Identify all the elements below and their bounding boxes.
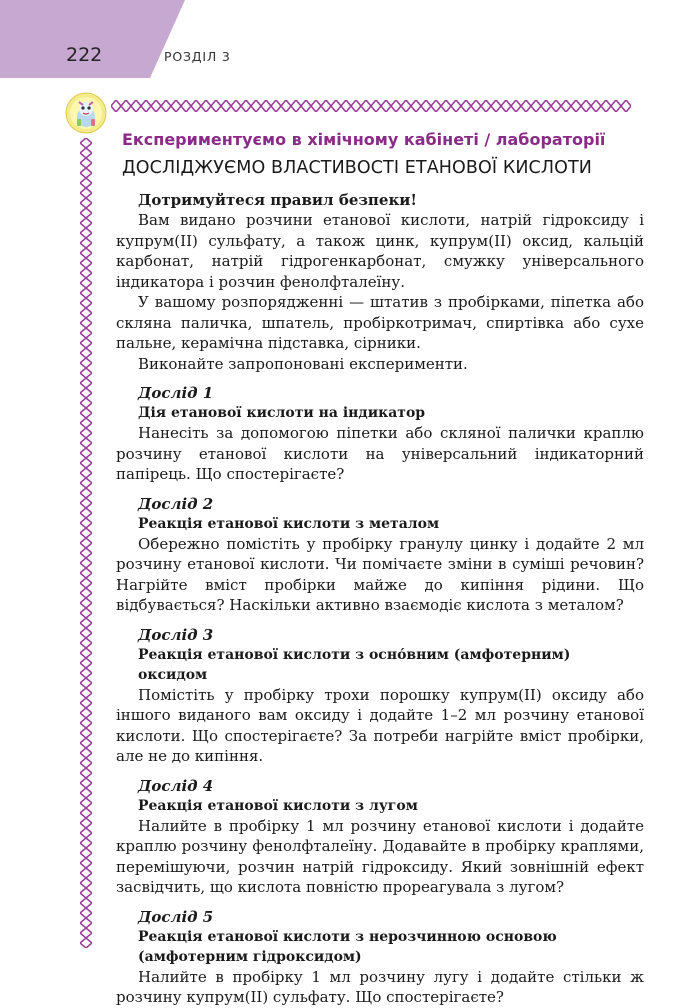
intro-paragraph: Вам видано розчини етанової кислоти, натрій гідроксиду і купрум(ІІ) сульфату, а також цинк, купрум(ІІ) оксид, кальцій карбонат, натрій гідрогенкарбонат, смужку універсального індикатора і розчин фенолфталеїну. [116, 211, 644, 291]
intro-paragraph: Виконайте запропоновані експерименти. [138, 354, 468, 373]
experiment-title: Реакція етанової кислоти з нерозчинною основою (амфотерним гідроксидом) [138, 928, 557, 965]
page-content [116, 122, 644, 1008]
experiment-label: Дослід 5 [138, 907, 214, 926]
experiment-5 [116, 907, 644, 1008]
lab-mascot-icon [65, 92, 107, 134]
experiment-text: Нанесіть за допомогою піпетки або скляної палички краплю розчину етанової кислоти на універсальний індикаторний папірець. Що спостерігаєте? [116, 424, 644, 483]
experiment-label: Дослід 3 [138, 625, 214, 644]
experiment-4 [116, 776, 644, 898]
experiment-title: Реакція етанової кислоти з лугом [138, 797, 418, 814]
experiment-text: Помістіть у пробірку трохи порошку купрум(ІІ) оксиду або іншого виданого вам оксиду і додайте 1–2 мл розчину етанової кислоти. Що спостерігаєте? За потреби нагрійте вміст пробірки, але не до кипіння. [116, 685, 644, 765]
experiment-title: Дія етанової кислоти на індикатор [138, 405, 426, 421]
lab-section-title: Експериментуємо в хімічному кабінеті / лабораторії [122, 130, 606, 149]
intro-block [116, 190, 644, 374]
experiment-2 [116, 494, 644, 616]
intro-paragraph: У вашому розпорядженні — штатив з пробірками, піпетка або скляна паличка, шпатель, пробіркотримач, спиртівка або сухе пальне, керамічна підставка, сірники. [116, 293, 644, 352]
experiment-label: Дослід 4 [138, 776, 214, 795]
experiment-label: Дослід 2 [138, 494, 214, 513]
experiment-title: Реакція етанової кислоти з осно́вним (амфотерним) оксидом [138, 646, 571, 683]
experiment-label: Дослід 1 [138, 384, 214, 402]
experiment-3 [116, 625, 644, 767]
experiment-text: Обережно помістіть у пробірку гранулу цинку і додайте 2 мл розчину етанової кислоти. Чи помічаєте зміни в суміші речовин? Нагрійте вміст пробірки майже до кипіння рідини. Що відбувається? Наскільки активно взаємодіє кислота з металом? [116, 534, 644, 614]
page-number: 222 [66, 44, 103, 66]
experiment-text: Налийте в пробірку 1 мл розчину лугу і додайте стільки ж розчину купрум(ІІ) сульфату. Що спостерігаєте? [116, 967, 644, 1006]
experiment-1 [116, 383, 644, 485]
safety-heading: Дотримуйтеся правил безпеки! [138, 191, 418, 209]
section-label: РОЗДІЛ 3 [164, 49, 231, 64]
page-title: ДОСЛІДЖУЄМО ВЛАСТИВОСТІ ЕТАНОВОЇ КИСЛОТИ [122, 158, 592, 178]
experiment-title: Реакція етанової кислоти з металом [138, 515, 440, 532]
experiment-text: Налийте в пробірку 1 мл розчину етанової кислоти і додайте краплю розчину фенолфталеїну. Додавайте в пробірку краплями, перемішуючи, розчин натрій гідроксиду. Який зовнішній ефект засвідчить, що кислота повністю прореагувала з лугом? [116, 816, 644, 896]
